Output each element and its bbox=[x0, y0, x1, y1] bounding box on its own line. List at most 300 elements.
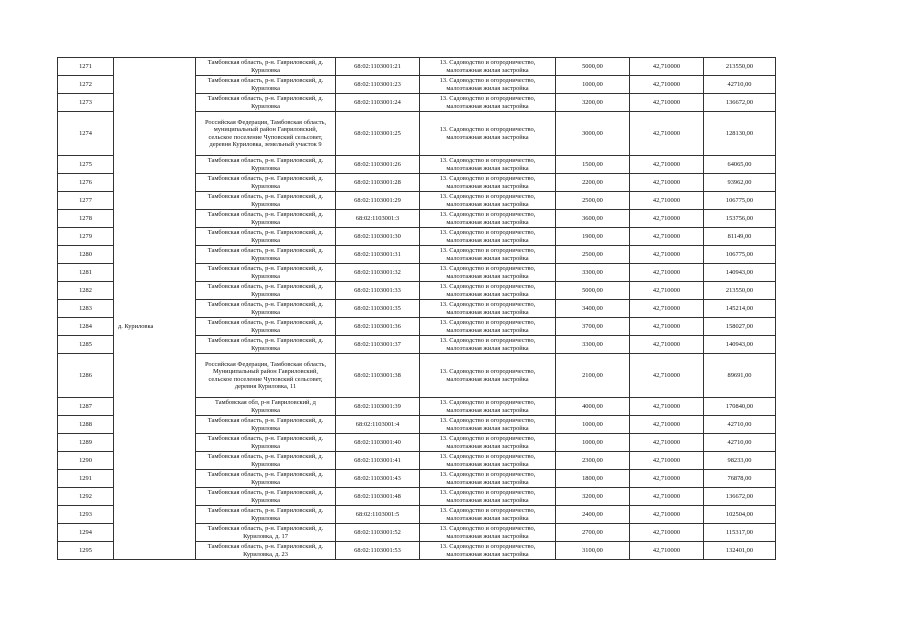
cadastral-number: 68:02:1103001:35 bbox=[336, 300, 420, 318]
row-number: 1278 bbox=[58, 210, 114, 228]
land-use-line: 13. Садоводство и огородничество, bbox=[439, 337, 536, 345]
address-cell bbox=[196, 416, 336, 434]
cadastral-value: 89691,00 bbox=[704, 354, 776, 398]
land-use-line: малоэтажная жилая застройка bbox=[446, 326, 529, 334]
locality-cell bbox=[114, 506, 196, 524]
address-line: деревня Куриловка, земельный участок 9 bbox=[209, 140, 322, 148]
cadastral-number: 68:02:1103001:48 bbox=[336, 488, 420, 506]
cadastral-value: 106775,00 bbox=[704, 192, 776, 210]
land-use-line: малоэтажная жилая застройка bbox=[446, 133, 529, 141]
specific-value: 42,710000 bbox=[630, 398, 704, 416]
land-use-line: 13. Садоводство и огородничество, bbox=[439, 126, 536, 134]
locality-cell bbox=[114, 470, 196, 488]
row-number: 1292 bbox=[58, 488, 114, 506]
address-line: Тамбовская область, р-н. Гавриловский, д. bbox=[207, 435, 324, 443]
land-use-line: 13. Садоводство и огородничество, bbox=[439, 175, 536, 183]
locality-cell bbox=[114, 318, 196, 336]
address-line: Куриловка bbox=[251, 84, 280, 92]
table-row bbox=[58, 542, 776, 560]
address-line: Российская Федерация, Тамбовская область, bbox=[204, 361, 327, 369]
table-row bbox=[58, 416, 776, 434]
address-line: Куриловка bbox=[251, 272, 280, 280]
land-use-line: 13. Садоводство и огородничество, bbox=[439, 399, 536, 407]
address-line: Куриловка bbox=[251, 326, 280, 334]
address-line: Куриловка bbox=[251, 424, 280, 432]
address-cell bbox=[196, 524, 336, 542]
land-use-line: 13. Садоводство и огородничество, bbox=[439, 77, 536, 85]
table-row bbox=[58, 210, 776, 228]
locality-cell bbox=[114, 94, 196, 112]
address-line: деревня Куриловка, 11 bbox=[234, 382, 297, 390]
area-value: 3100,00 bbox=[556, 542, 630, 560]
cadastral-number: 68:02:1103001:40 bbox=[336, 434, 420, 452]
cadastral-value-table-page bbox=[57, 57, 775, 560]
address-line: сельское поселение Чуповский сельсовет, bbox=[208, 133, 323, 141]
row-number: 1295 bbox=[58, 542, 114, 560]
locality-cell bbox=[114, 76, 196, 94]
locality-cell bbox=[114, 336, 196, 354]
address-cell bbox=[196, 246, 336, 264]
address-cell bbox=[196, 112, 336, 156]
address-line: Тамбовская область, р-н. Гавриловский, д. bbox=[207, 337, 324, 345]
row-number: 1274 bbox=[58, 112, 114, 156]
row-number: 1286 bbox=[58, 354, 114, 398]
table-row bbox=[58, 246, 776, 264]
locality-cell bbox=[114, 434, 196, 452]
land-use-line: 13. Садоводство и огородничество, bbox=[439, 507, 536, 515]
cadastral-number: 68:02:1103001:26 bbox=[336, 156, 420, 174]
area-value: 2200,00 bbox=[556, 174, 630, 192]
land-use-cell bbox=[420, 58, 556, 76]
address-line: Тамбовская область, р-н. Гавриловский, д. bbox=[207, 507, 324, 515]
land-use-line: малоэтажная жилая застройка bbox=[446, 200, 529, 208]
area-value: 1900,00 bbox=[556, 228, 630, 246]
address-line: Российская Федерация, Тамбовская область, bbox=[204, 119, 327, 127]
specific-value: 42,710000 bbox=[630, 300, 704, 318]
locality-cell bbox=[114, 488, 196, 506]
cadastral-number: 68:02:1103001:30 bbox=[336, 228, 420, 246]
table-row bbox=[58, 398, 776, 416]
land-use-cell bbox=[420, 398, 556, 416]
table-row bbox=[58, 264, 776, 282]
specific-value: 42,710000 bbox=[630, 318, 704, 336]
table-row bbox=[58, 336, 776, 354]
land-use-line: малоэтажная жилая застройка bbox=[446, 182, 529, 190]
address-line: Тамбовская область, р-н. Гавриловский, д. bbox=[207, 175, 324, 183]
cadastral-number: 68:02:1103001:32 bbox=[336, 264, 420, 282]
cadastral-number: 68:02:1103001:21 bbox=[336, 58, 420, 76]
locality-cell bbox=[114, 210, 196, 228]
address-line: Тамбовская область, р-н. Гавриловский, д. bbox=[207, 525, 324, 533]
table-row bbox=[58, 470, 776, 488]
row-number: 1290 bbox=[58, 452, 114, 470]
land-use-line: 13. Садоводство и огородничество, bbox=[439, 435, 536, 443]
address-cell bbox=[196, 264, 336, 282]
address-line: Тамбовская область, р-н. Гавриловский, д. bbox=[207, 211, 324, 219]
address-cell bbox=[196, 506, 336, 524]
land-use-line: малоэтажная жилая застройка bbox=[446, 375, 529, 383]
table-row bbox=[58, 156, 776, 174]
land-use-line: малоэтажная жилая застройка bbox=[446, 442, 529, 450]
cadastral-value: 42710,00 bbox=[704, 416, 776, 434]
address-line: Тамбовская область, р-н. Гавриловский, д. bbox=[207, 157, 324, 165]
area-value: 2400,00 bbox=[556, 506, 630, 524]
locality-cell bbox=[114, 354, 196, 398]
land-use-line: 13. Садоводство и огородничество, bbox=[439, 193, 536, 201]
specific-value: 42,710000 bbox=[630, 354, 704, 398]
address-line: Куриловка bbox=[251, 308, 280, 316]
table-row bbox=[58, 174, 776, 192]
address-line: Куриловка bbox=[251, 460, 280, 468]
area-value: 3400,00 bbox=[556, 300, 630, 318]
specific-value: 42,710000 bbox=[630, 452, 704, 470]
cadastral-number: 68:02:1103001:53 bbox=[336, 542, 420, 560]
area-value: 2500,00 bbox=[556, 246, 630, 264]
locality-cell bbox=[114, 398, 196, 416]
land-use-line: 13. Садоводство и огородничество, bbox=[439, 283, 536, 291]
cadastral-number: 68:02:1103001:4 bbox=[336, 416, 420, 434]
area-value: 3200,00 bbox=[556, 94, 630, 112]
table-row bbox=[58, 300, 776, 318]
land-use-line: малоэтажная жилая застройка bbox=[446, 164, 529, 172]
specific-value: 42,710000 bbox=[630, 416, 704, 434]
address-cell bbox=[196, 488, 336, 506]
cadastral-number: 68:02:1103001:24 bbox=[336, 94, 420, 112]
land-use-cell bbox=[420, 228, 556, 246]
cadastral-value: 140943,00 bbox=[704, 264, 776, 282]
cadastral-number: 68:02:1103001:43 bbox=[336, 470, 420, 488]
cadastral-value: 42710,00 bbox=[704, 76, 776, 94]
specific-value: 42,710000 bbox=[630, 524, 704, 542]
land-use-line: малоэтажная жилая застройка bbox=[446, 272, 529, 280]
address-line: Куриловка bbox=[251, 406, 280, 414]
area-value: 1800,00 bbox=[556, 470, 630, 488]
land-use-line: малоэтажная жилая застройка bbox=[446, 532, 529, 540]
specific-value: 42,710000 bbox=[630, 488, 704, 506]
land-use-line: малоэтажная жилая застройка bbox=[446, 254, 529, 262]
area-value: 5000,00 bbox=[556, 58, 630, 76]
cadastral-number: 68:02:1103001:5 bbox=[336, 506, 420, 524]
cadastral-value: 42710,00 bbox=[704, 434, 776, 452]
address-line: Тамбовская область, р-н. Гавриловский, д. bbox=[207, 301, 324, 309]
table-row bbox=[58, 524, 776, 542]
address-line: Куриловка, д. 23 bbox=[243, 550, 288, 558]
table-row bbox=[58, 488, 776, 506]
area-value: 4000,00 bbox=[556, 398, 630, 416]
table-row bbox=[58, 112, 776, 156]
land-use-cell bbox=[420, 318, 556, 336]
area-value: 1500,00 bbox=[556, 156, 630, 174]
land-use-line: малоэтажная жилая застройка bbox=[446, 218, 529, 226]
specific-value: 42,710000 bbox=[630, 94, 704, 112]
row-number: 1279 bbox=[58, 228, 114, 246]
land-use-line: 13. Садоводство и огородничество, bbox=[439, 543, 536, 551]
area-value: 1000,00 bbox=[556, 434, 630, 452]
cadastral-value: 213550,00 bbox=[704, 282, 776, 300]
specific-value: 42,710000 bbox=[630, 156, 704, 174]
cadastral-value: 170840,00 bbox=[704, 398, 776, 416]
cadastral-value-table bbox=[57, 57, 776, 560]
land-use-cell bbox=[420, 210, 556, 228]
land-use-cell bbox=[420, 434, 556, 452]
address-cell bbox=[196, 434, 336, 452]
locality-cell bbox=[114, 192, 196, 210]
cadastral-number: 68:02:1103001:28 bbox=[336, 174, 420, 192]
land-use-line: 13. Садоводство и огородничество, bbox=[439, 368, 536, 376]
address-line: сельское поселение Чуповский сельсовет, bbox=[208, 375, 323, 383]
land-use-line: 13. Садоводство и огородничество, bbox=[439, 471, 536, 479]
row-number: 1285 bbox=[58, 336, 114, 354]
row-number: 1277 bbox=[58, 192, 114, 210]
land-use-cell bbox=[420, 192, 556, 210]
land-use-line: 13. Садоводство и огородничество, bbox=[439, 265, 536, 273]
address-line: Куриловка bbox=[251, 442, 280, 450]
row-number: 1283 bbox=[58, 300, 114, 318]
locality-label: д. Куриловка bbox=[118, 322, 154, 330]
address-cell bbox=[196, 452, 336, 470]
address-cell bbox=[196, 336, 336, 354]
land-use-cell bbox=[420, 336, 556, 354]
address-cell bbox=[196, 300, 336, 318]
cadastral-value: 132401,00 bbox=[704, 542, 776, 560]
land-use-line: малоэтажная жилая застройка bbox=[446, 460, 529, 468]
address-cell bbox=[196, 542, 336, 560]
address-line: Муниципальный район Гавриловский, bbox=[213, 368, 318, 376]
cadastral-value: 98233,00 bbox=[704, 452, 776, 470]
cadastral-number: 68:02:1103001:3 bbox=[336, 210, 420, 228]
locality-cell bbox=[114, 156, 196, 174]
specific-value: 42,710000 bbox=[630, 506, 704, 524]
cadastral-value: 64065,00 bbox=[704, 156, 776, 174]
land-use-line: 13. Садоводство и огородничество, bbox=[439, 229, 536, 237]
land-use-line: малоэтажная жилая застройка bbox=[446, 66, 529, 74]
address-line: Куриловка bbox=[251, 254, 280, 262]
cadastral-value: 153756,00 bbox=[704, 210, 776, 228]
address-line: Тамбовская область, р-н. Гавриловский, д. bbox=[207, 59, 324, 67]
specific-value: 42,710000 bbox=[630, 192, 704, 210]
address-line: Куриловка bbox=[251, 290, 280, 298]
table-row bbox=[58, 318, 776, 336]
land-use-line: 13. Садоводство и огородничество, bbox=[439, 453, 536, 461]
land-use-cell bbox=[420, 354, 556, 398]
table-row bbox=[58, 94, 776, 112]
land-use-line: малоэтажная жилая застройка bbox=[446, 424, 529, 432]
land-use-cell bbox=[420, 488, 556, 506]
specific-value: 42,710000 bbox=[630, 174, 704, 192]
address-cell bbox=[196, 94, 336, 112]
row-number: 1288 bbox=[58, 416, 114, 434]
address-line: Тамбовская область, р-н. Гавриловский, д. bbox=[207, 489, 324, 497]
land-use-cell bbox=[420, 156, 556, 174]
locality-cell bbox=[114, 300, 196, 318]
cadastral-number: 68:02:1103001:38 bbox=[336, 354, 420, 398]
address-line: Куриловка bbox=[251, 218, 280, 226]
address-line: Тамбовская область, р-н. Гавриловский, д. bbox=[207, 319, 324, 327]
address-cell bbox=[196, 58, 336, 76]
cadastral-value: 115317,00 bbox=[704, 524, 776, 542]
area-value: 2100,00 bbox=[556, 354, 630, 398]
table-row bbox=[58, 354, 776, 398]
locality-cell bbox=[114, 524, 196, 542]
cadastral-number: 68:02:1103001:37 bbox=[336, 336, 420, 354]
specific-value: 42,710000 bbox=[630, 336, 704, 354]
cadastral-number: 68:02:1103001:33 bbox=[336, 282, 420, 300]
cadastral-value: 76878,00 bbox=[704, 470, 776, 488]
address-line: Тамбовская область, р-н. Гавриловский, д. bbox=[207, 77, 324, 85]
address-line: Куриловка bbox=[251, 344, 280, 352]
land-use-cell bbox=[420, 94, 556, 112]
row-number: 1276 bbox=[58, 174, 114, 192]
land-use-line: малоэтажная жилая застройка bbox=[446, 406, 529, 414]
land-use-line: 13. Садоводство и огородничество, bbox=[439, 211, 536, 219]
address-cell bbox=[196, 470, 336, 488]
address-cell bbox=[196, 174, 336, 192]
specific-value: 42,710000 bbox=[630, 246, 704, 264]
cadastral-value: 140943,00 bbox=[704, 336, 776, 354]
address-line: Тамбовская область, р-н. Гавриловский, д. bbox=[207, 453, 324, 461]
row-number: 1275 bbox=[58, 156, 114, 174]
area-value: 3600,00 bbox=[556, 210, 630, 228]
land-use-cell bbox=[420, 264, 556, 282]
specific-value: 42,710000 bbox=[630, 542, 704, 560]
table-row bbox=[58, 76, 776, 94]
address-line: Тамбовская обл, р-н Гавриловский, д bbox=[215, 399, 316, 407]
land-use-line: 13. Садоводство и огородничество, bbox=[439, 489, 536, 497]
specific-value: 42,710000 bbox=[630, 264, 704, 282]
area-value: 3300,00 bbox=[556, 336, 630, 354]
row-number: 1271 bbox=[58, 58, 114, 76]
cadastral-value: 136672,00 bbox=[704, 488, 776, 506]
specific-value: 42,710000 bbox=[630, 210, 704, 228]
cadastral-value: 145214,00 bbox=[704, 300, 776, 318]
locality-cell bbox=[114, 58, 196, 76]
row-number: 1282 bbox=[58, 282, 114, 300]
land-use-line: малоэтажная жилая застройка bbox=[446, 344, 529, 352]
land-use-line: малоэтажная жилая застройка bbox=[446, 84, 529, 92]
land-use-line: 13. Садоводство и огородничество, bbox=[439, 247, 536, 255]
land-use-line: малоэтажная жилая застройка bbox=[446, 496, 529, 504]
row-number: 1281 bbox=[58, 264, 114, 282]
land-use-cell bbox=[420, 506, 556, 524]
land-use-cell bbox=[420, 174, 556, 192]
table-row bbox=[58, 58, 776, 76]
address-line: Куриловка bbox=[251, 236, 280, 244]
land-use-line: малоэтажная жилая застройка bbox=[446, 308, 529, 316]
land-use-line: 13. Садоводство и огородничество, bbox=[439, 95, 536, 103]
address-cell bbox=[196, 192, 336, 210]
locality-cell bbox=[114, 174, 196, 192]
cadastral-value: 136672,00 bbox=[704, 94, 776, 112]
table-row bbox=[58, 506, 776, 524]
land-use-line: 13. Садоводство и огородничество, bbox=[439, 417, 536, 425]
cadastral-number: 68:02:1103001:39 bbox=[336, 398, 420, 416]
row-number: 1272 bbox=[58, 76, 114, 94]
land-use-line: малоэтажная жилая застройка bbox=[446, 236, 529, 244]
cadastral-value: 128130,00 bbox=[704, 112, 776, 156]
cadastral-value: 81149,00 bbox=[704, 228, 776, 246]
locality-cell bbox=[114, 416, 196, 434]
land-use-line: 13. Садоводство и огородничество, bbox=[439, 319, 536, 327]
area-value: 2700,00 bbox=[556, 524, 630, 542]
area-value: 3300,00 bbox=[556, 264, 630, 282]
address-line: Тамбовская область, р-н. Гавриловский, д. bbox=[207, 229, 324, 237]
row-number: 1294 bbox=[58, 524, 114, 542]
address-line: Куриловка bbox=[251, 496, 280, 504]
cadastral-value: 213550,00 bbox=[704, 58, 776, 76]
locality-cell bbox=[114, 246, 196, 264]
locality-cell bbox=[114, 452, 196, 470]
address-cell bbox=[196, 228, 336, 246]
land-use-line: 13. Садоводство и огородничество, bbox=[439, 157, 536, 165]
cadastral-number: 68:02:1103001:31 bbox=[336, 246, 420, 264]
land-use-cell bbox=[420, 542, 556, 560]
specific-value: 42,710000 bbox=[630, 58, 704, 76]
cadastral-value: 106775,00 bbox=[704, 246, 776, 264]
area-value: 1000,00 bbox=[556, 416, 630, 434]
address-line: Куриловка bbox=[251, 514, 280, 522]
address-line: Куриловка bbox=[251, 182, 280, 190]
land-use-cell bbox=[420, 282, 556, 300]
cadastral-number: 68:02:1103001:41 bbox=[336, 452, 420, 470]
area-value: 3700,00 bbox=[556, 318, 630, 336]
land-use-line: малоэтажная жилая застройка bbox=[446, 102, 529, 110]
address-line: Тамбовская область, р-н. Гавриловский, д. bbox=[207, 283, 324, 291]
address-line: Тамбовская область, р-н. Гавриловский, д. bbox=[207, 247, 324, 255]
land-use-cell bbox=[420, 76, 556, 94]
cadastral-number: 68:02:1103001:25 bbox=[336, 112, 420, 156]
row-number: 1289 bbox=[58, 434, 114, 452]
table-row bbox=[58, 452, 776, 470]
land-use-line: 13. Садоводство и огородничество, bbox=[439, 59, 536, 67]
address-line: Куриловка bbox=[251, 164, 280, 172]
area-value: 2300,00 bbox=[556, 452, 630, 470]
cadastral-number: 68:02:1103001:23 bbox=[336, 76, 420, 94]
locality-cell bbox=[114, 264, 196, 282]
cadastral-value: 102504,00 bbox=[704, 506, 776, 524]
address-line: Тамбовская область, р-н. Гавриловский, д. bbox=[207, 543, 324, 551]
locality-cell bbox=[114, 112, 196, 156]
address-line: муниципальный район Гавриловский, bbox=[213, 126, 318, 134]
cadastral-value: 93962,00 bbox=[704, 174, 776, 192]
cadastral-number: 68:02:1103001:52 bbox=[336, 524, 420, 542]
address-cell bbox=[196, 210, 336, 228]
address-line: Тамбовская область, р-н. Гавриловский, д. bbox=[207, 417, 324, 425]
table-row bbox=[58, 282, 776, 300]
cadastral-number: 68:02:1103001:36 bbox=[336, 318, 420, 336]
address-line: Тамбовская область, р-н. Гавриловский, д. bbox=[207, 95, 324, 103]
table-row bbox=[58, 434, 776, 452]
address-line: Тамбовская область, р-н. Гавриловский, д. bbox=[207, 471, 324, 479]
area-value: 1000,00 bbox=[556, 76, 630, 94]
row-number: 1287 bbox=[58, 398, 114, 416]
area-value: 2500,00 bbox=[556, 192, 630, 210]
address-cell bbox=[196, 282, 336, 300]
land-use-cell bbox=[420, 112, 556, 156]
area-value: 3200,00 bbox=[556, 488, 630, 506]
land-use-line: 13. Садоводство и огородничество, bbox=[439, 525, 536, 533]
address-line: Куриловка bbox=[251, 478, 280, 486]
specific-value: 42,710000 bbox=[630, 434, 704, 452]
area-value: 5000,00 bbox=[556, 282, 630, 300]
address-line: Куриловка, д. 17 bbox=[243, 532, 288, 540]
cadastral-value: 158027,00 bbox=[704, 318, 776, 336]
row-number: 1280 bbox=[58, 246, 114, 264]
land-use-line: малоэтажная жилая застройка bbox=[446, 290, 529, 298]
area-value: 3000,00 bbox=[556, 112, 630, 156]
cadastral-number: 68:02:1103001:29 bbox=[336, 192, 420, 210]
address-line: Куриловка bbox=[251, 66, 280, 74]
land-use-cell bbox=[420, 470, 556, 488]
